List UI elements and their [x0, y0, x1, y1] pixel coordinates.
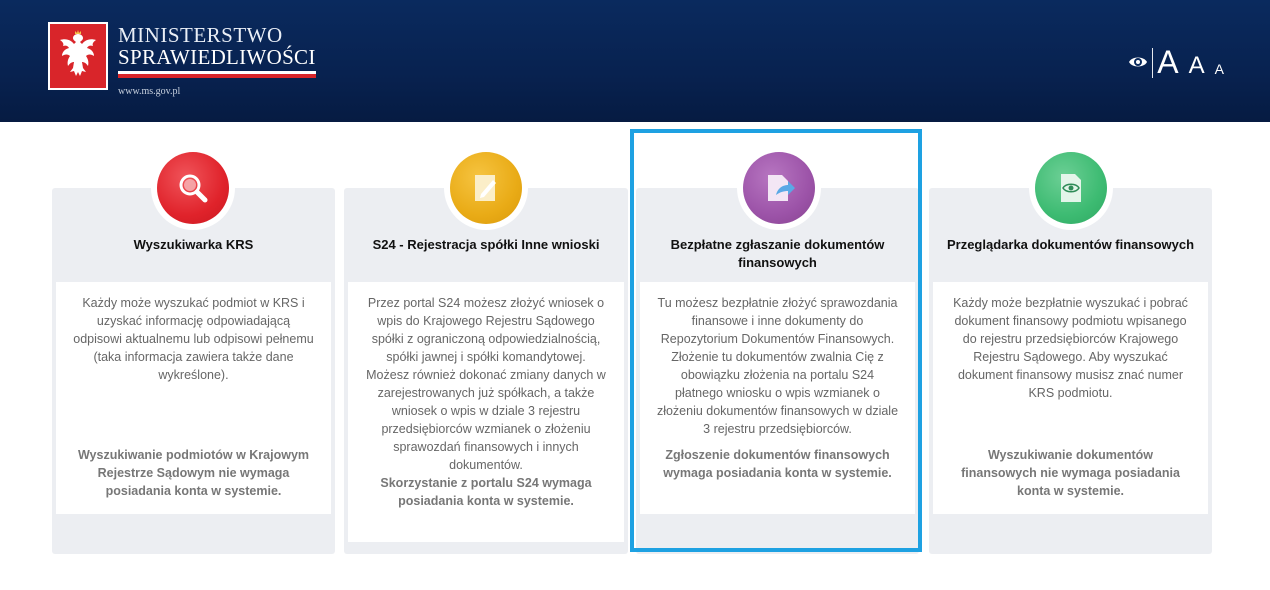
font-size-large-button[interactable]: A: [1157, 44, 1179, 80]
edit-document-icon: [450, 152, 522, 224]
font-size-medium-button[interactable]: A: [1188, 52, 1205, 79]
card-note: Zgłoszenie dokumentów finansowych wymaga posiadania konta w systemie.: [663, 448, 892, 480]
card-financial-docs-browser[interactable]: [929, 188, 1212, 554]
card-body: [56, 282, 331, 514]
selected-card-highlight: [630, 129, 922, 552]
card-krs-search[interactable]: [52, 188, 335, 554]
search-icon: [157, 152, 229, 224]
card-title[interactable]: Wyszukiwarka KRS: [133, 237, 254, 252]
card-title[interactable]: Bezpłatne zgłaszanie dokumentów finansowych: [670, 237, 885, 270]
card-body: [933, 282, 1208, 514]
card-description: Przez portal S24 możesz złożyć wniosek o wpis do Krajowego Rejestru Sądowego spółki z ograniczoną odpowiedzialnością, spółki jawnej i spółki komandytowej. Możesz również dokonać zmiany danych w zarejestrowanych już spółkach, a także wniosek o wpis w dziale 3 rejestru przedsiębiorców wzmianek o złożeniu sprawozdań finansowych i innych dokumentów.: [366, 296, 606, 472]
card-title[interactable]: S24 - Rejestracja spółki Inne wnioski: [372, 237, 600, 252]
card-note: Skorzystanie z portalu S24 wymaga posiadania konta w systemie.: [380, 476, 592, 508]
card-description: Każdy może wyszukać podmiot w KRS i uzyskać informację odpowiadającą odpisowi aktualnemu lub odpisowi pełnemu (taka informacja zawiera także dane wykreślone).: [73, 296, 314, 382]
view-document-icon: [1035, 152, 1107, 224]
card-body: [348, 282, 624, 542]
card-icon-wrap[interactable]: [1029, 146, 1113, 230]
logo-title-line2: SPRAWIEDLIWOŚCI: [118, 45, 316, 69]
card-note: Wyszukiwanie dokumentów finansowych nie wymaga posiadania konta w systemie.: [961, 448, 1180, 498]
card-note: Wyszukiwanie podmiotów w Krajowym Rejestrze Sądowym nie wymaga posiadania konta w systemie.: [77, 448, 310, 498]
card-icon-wrap[interactable]: [151, 146, 235, 230]
card-title[interactable]: Przeglądarka dokumentów finansowych: [946, 237, 1195, 252]
logo-title-line1: MINISTERSTWO: [118, 23, 283, 47]
font-size-small-button[interactable]: A: [1214, 61, 1224, 77]
card-description: Tu możesz bezpłatnie złożyć sprawozdania finansowe i inne dokumenty do Repozytorium Dokumentów Finansowych. Złożenie tu dokumentów zwalnia Cię z obowiązku złożenia na portalu S24 płatnego wniosku o wpis wzmianek o złożeniu dokumentów finansowych w dziale 3 rejestru przedsiębiorców.: [656, 296, 899, 436]
card-icon-wrap[interactable]: [444, 146, 528, 230]
card-s24-registration[interactable]: [344, 188, 628, 554]
logo-url: www.ms.gov.pl: [118, 86, 181, 97]
card-description: Każdy może bezpłatnie wyszukać i pobrać dokument finansowy podmiotu wpisanego do rejestru przedsiębiorców Krajowego Rejestru Sądowego. Aby wyszukać dokument finansowy musisz znać numer KRS podmiotu.: [953, 296, 1188, 400]
